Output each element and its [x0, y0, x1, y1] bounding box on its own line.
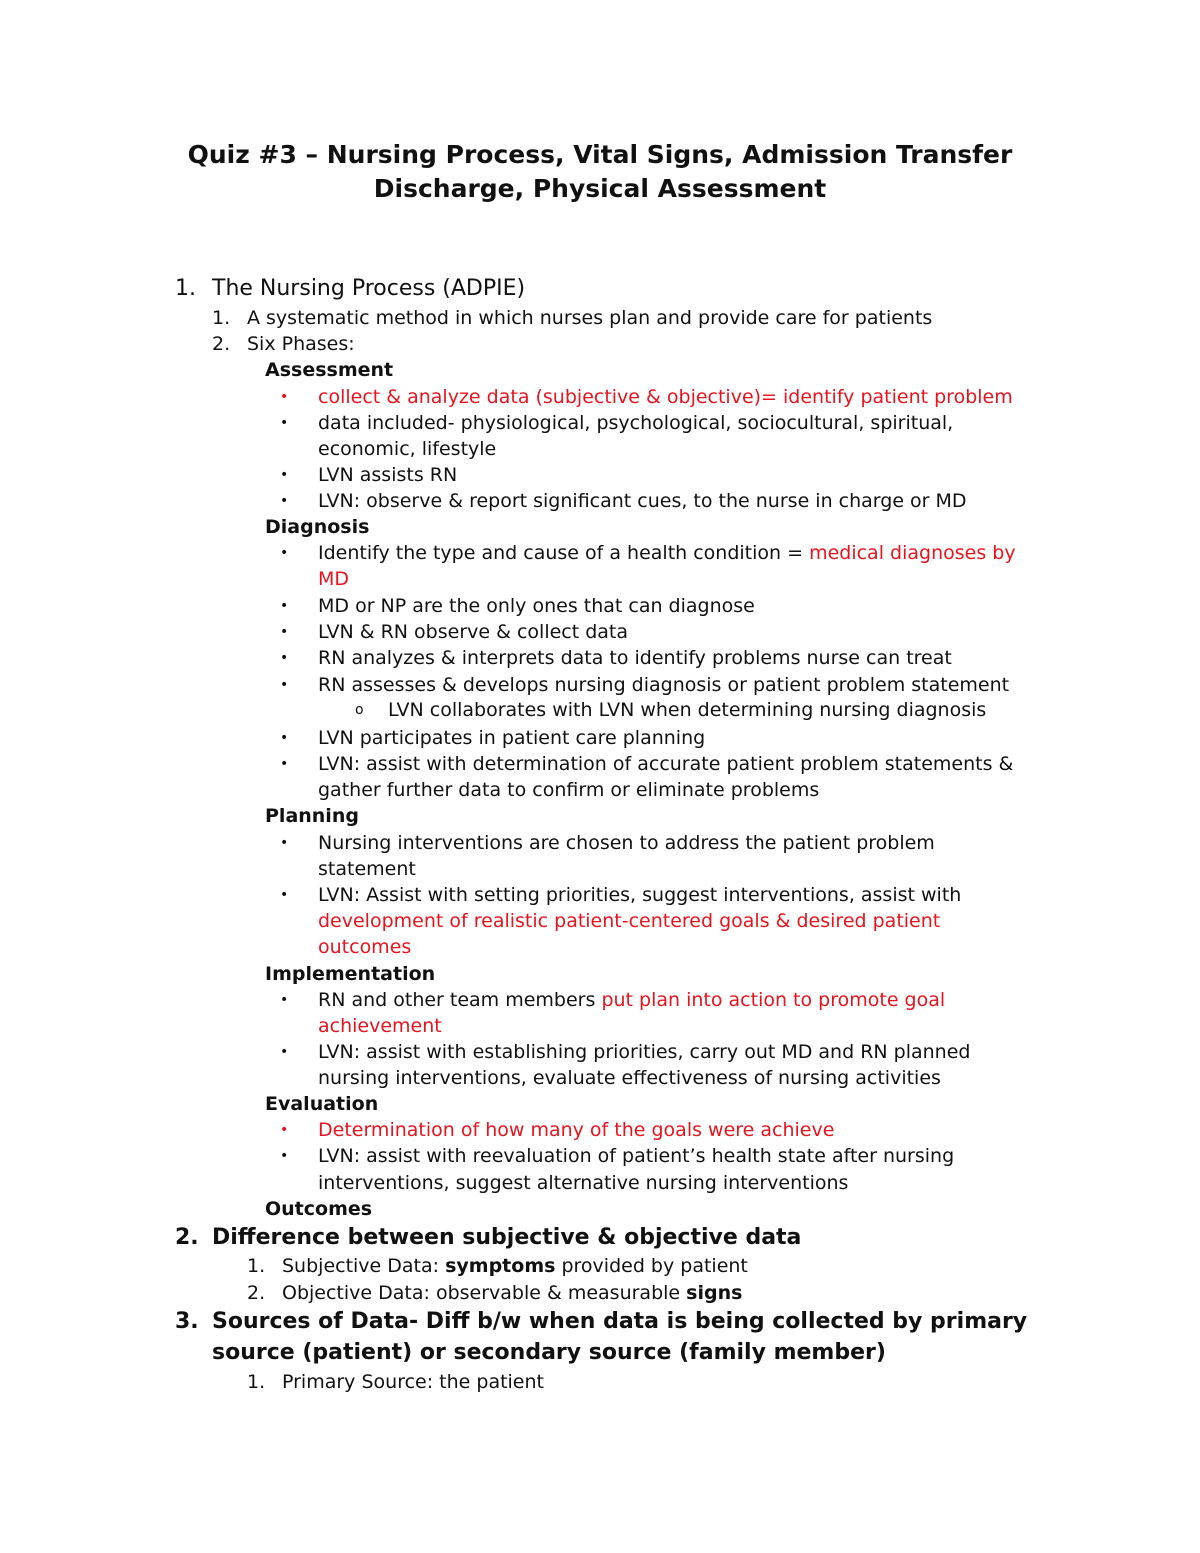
item-number: 2.: [247, 1282, 266, 1304]
section-number: 3.: [175, 1309, 199, 1334]
item-number: 1.: [247, 1371, 266, 1393]
item-text-plain: provided by patient: [555, 1255, 748, 1277]
item-text: [282, 1280, 742, 1306]
phase-heading-text: Assessment: [265, 359, 394, 381]
bullet-icon: •: [280, 1044, 289, 1060]
bullet-icon: •: [280, 992, 289, 1008]
bullet-icon: •: [280, 624, 289, 640]
bullet-text-highlight: medical diagnoses by: [809, 542, 1016, 564]
bullet-icon: •: [280, 493, 289, 509]
bullet-icon: •: [280, 887, 289, 903]
item-text: [282, 1253, 748, 1279]
bullet-text: LVN: Assist with setting priorities, suggest interventions, assist with: [318, 884, 962, 906]
bullet-text: [318, 540, 1016, 566]
page-title-line-2: Discharge, Physical Assessment: [373, 174, 827, 203]
bullet-text-highlight: Determination of how many of the goals were achieve: [318, 1119, 835, 1141]
bullet-text: LVN participates in patient care planning: [318, 727, 706, 749]
bullet-text: LVN: assist with reevaluation of patient’s health state after nursing: [318, 1145, 955, 1167]
item-text: A systematic method in which nurses plan and provide care for patients: [247, 307, 933, 329]
bullet-icon: •: [280, 730, 289, 746]
item-number: 1.: [212, 307, 231, 329]
bullet-text: LVN: assist with determination of accurate patient problem statements &: [318, 753, 1014, 775]
bullet-text: economic, lifestyle: [318, 438, 497, 460]
bullet-text: MD or NP are the only ones that can diagnose: [318, 595, 755, 617]
bullet-icon: •: [280, 1148, 289, 1164]
phase-heading-text: Diagnosis: [265, 516, 370, 538]
bullet-icon: •: [280, 756, 289, 772]
bullet-text-highlight: outcomes: [318, 936, 412, 958]
section-title-line-2: source (patient) or secondary source (family member): [212, 1340, 886, 1365]
section-title: The Nursing Process (ADPIE): [212, 276, 526, 301]
bullet-text: LVN: assist with establishing priorities, carry out MD and RN planned: [318, 1041, 971, 1063]
bullet-text: LVN assists RN: [318, 464, 458, 486]
bullet-text: data included- physiological, psychological, sociocultural, spiritual,: [318, 412, 954, 434]
bullet-text-plain: Identify the type and cause of a health condition =: [318, 542, 810, 564]
item-text-plain: Objective Data: observable & measurable: [282, 1282, 687, 1304]
bullet-text-highlight: development of realistic patient-centered goals & desired patient: [318, 910, 941, 932]
sub-bullet-marker: o: [355, 702, 364, 718]
bullet-icon: •: [280, 545, 289, 561]
bullet-text: [318, 987, 945, 1013]
bullet-text: LVN & RN observe & collect data: [318, 621, 629, 643]
phase-heading-text: Planning: [265, 805, 359, 827]
bullet-text: Nursing interventions are chosen to address the patient problem: [318, 832, 935, 854]
phase-heading-text: Evaluation: [265, 1093, 379, 1115]
section-title-line-1: Sources of Data- Diff b/w when data is being collected by primary: [212, 1309, 1028, 1334]
bullet-icon: •: [280, 1122, 289, 1138]
bullet-icon: •: [280, 650, 289, 666]
item-number: 1.: [247, 1255, 266, 1277]
bullet-text: RN analyzes & interprets data to identify problems nurse can treat: [318, 647, 952, 669]
bullet-text: LVN: observe & report significant cues, to the nurse in charge or MD: [318, 490, 967, 512]
item-text: Primary Source: the patient: [282, 1371, 544, 1393]
bullet-text-highlight: achievement: [318, 1015, 442, 1037]
bullet-icon: •: [280, 389, 289, 405]
page-title-line-1: Quiz #3 – Nursing Process, Vital Signs, Admission Transfer: [187, 140, 1013, 169]
item-text-bold: symptoms: [445, 1255, 556, 1277]
item-number: 2.: [212, 333, 231, 355]
phase-heading-text: Implementation: [265, 963, 436, 985]
bullet-text: RN assesses & develops nursing diagnosis or patient problem statement: [318, 674, 1010, 696]
bullet-text-highlight: MD: [318, 568, 350, 590]
bullet-icon: •: [280, 677, 289, 693]
section-number: 1.: [175, 276, 196, 301]
section-number: 2.: [175, 1225, 199, 1250]
phase-heading-text: Outcomes: [265, 1198, 373, 1220]
page-title: [0, 138, 1200, 206]
bullet-text: statement: [318, 858, 416, 880]
bullet-text-highlight: put plan into action to promote goal: [601, 989, 946, 1011]
bullet-text: gather further data to confirm or eliminate problems: [318, 779, 820, 801]
section-title: Difference between subjective & objective data: [212, 1225, 802, 1250]
item-text-bold: signs: [686, 1282, 743, 1304]
bullet-text: interventions, suggest alternative nursing interventions: [318, 1172, 849, 1194]
bullet-icon: •: [280, 835, 289, 851]
bullet-icon: •: [280, 598, 289, 614]
sub-bullet-text: LVN collaborates with LVN when determining nursing diagnosis: [388, 699, 987, 721]
item-text: Six Phases:: [247, 333, 355, 355]
bullet-text: nursing interventions, evaluate effectiveness of nursing activities: [318, 1067, 941, 1089]
bullet-text-plain: RN and other team members: [318, 989, 602, 1011]
item-text-plain: Subjective Data:: [282, 1255, 446, 1277]
bullet-text: collect & analyze data (subjective & objective)= identify patient problem: [318, 386, 1013, 408]
bullet-icon: •: [280, 467, 289, 483]
bullet-icon: •: [280, 415, 289, 431]
